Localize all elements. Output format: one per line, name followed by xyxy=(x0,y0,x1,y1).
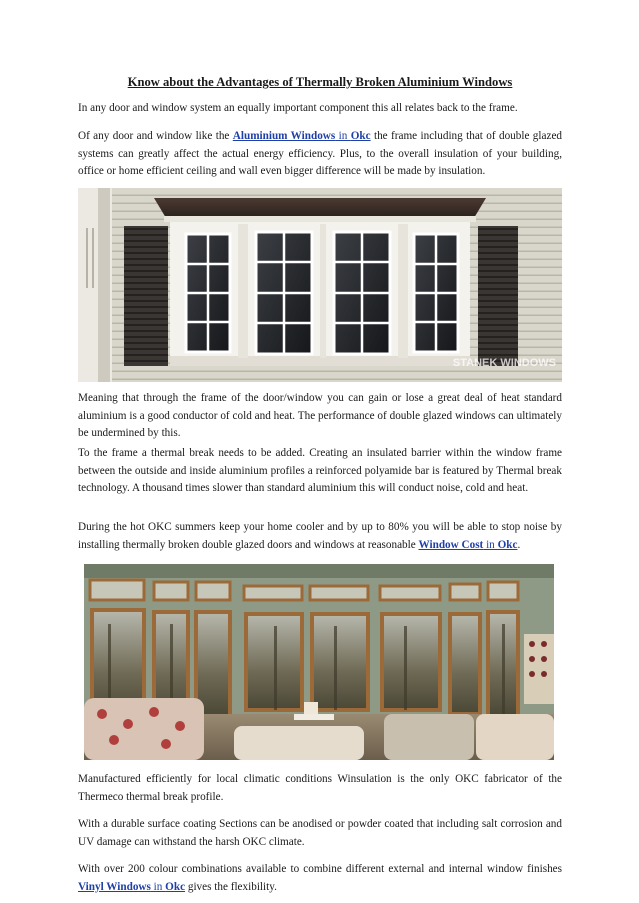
paragraph-frame xyxy=(78,128,562,181)
bay-window-photo xyxy=(78,188,562,382)
sunroom-interior-photo xyxy=(84,564,554,760)
window-cost-link[interactable]: Window Cost in Okc xyxy=(418,538,518,551)
vinyl-windows-link[interactable]: Vinyl Windows in Okc xyxy=(78,880,186,893)
paragraph-text: gives the flexibility. xyxy=(185,880,277,893)
image-watermark: STANEK WINDOWS xyxy=(452,357,556,369)
aluminium-windows-link[interactable]: Aluminium Windows in Okc xyxy=(232,130,371,142)
paragraph-coating: With a durable surface coating Sections can be anodised or powder coated that including salt corrosion and UV damage can withstand the harsh OKC climate. xyxy=(78,818,562,848)
paragraph-winsulation: Manufactured efficiently for local climatic conditions Winsulation is the only OKC fabricator of the Thermeco thermal break profile. xyxy=(78,773,562,803)
paragraph-text: the frame including that of double glazed systems can greatly affect the actual energy efficiency. Plus, to the overall insulation of your building, office or home efficient ceiling and wall even bigger difference will be made by insulation. xyxy=(78,130,563,178)
paragraph-summers xyxy=(78,519,562,554)
paragraph-conductor: Meaning that through the frame of the door/window you can gain or lose a great deal of heat standard aluminium is a good conductor of cold and heat. The performance of double glazed windows can ultimately be undermined by this. xyxy=(78,392,562,440)
paragraph-text: With over 200 colour combinations available to combine different external and internal window finishes xyxy=(78,863,562,875)
paragraph-colours xyxy=(78,861,562,896)
document-title: Know about the Advantages of Thermally Broken Aluminium Windows xyxy=(127,75,513,89)
paragraph-thermal-break: To the frame a thermal break needs to be added. Creating an insulated barrier within the window frame between the outside and inside aluminium profiles a reinforced polyamide bar is featured by Thermal break technology. A thousand times slower than standard aluminium this will conduct noise, cold and heat. xyxy=(78,447,562,495)
paragraph-intro: In any door and window system an equally important component this all relates back to the frame. xyxy=(78,102,518,114)
paragraph-text: During the hot OKC summers keep your home cooler and by up to 80% you will be able to stop noise by installing thermally broken double glazed doors and windows at reasonable xyxy=(78,521,562,551)
paragraph-text: . xyxy=(517,538,521,551)
paragraph-text: Of any door and window like the xyxy=(78,130,233,142)
